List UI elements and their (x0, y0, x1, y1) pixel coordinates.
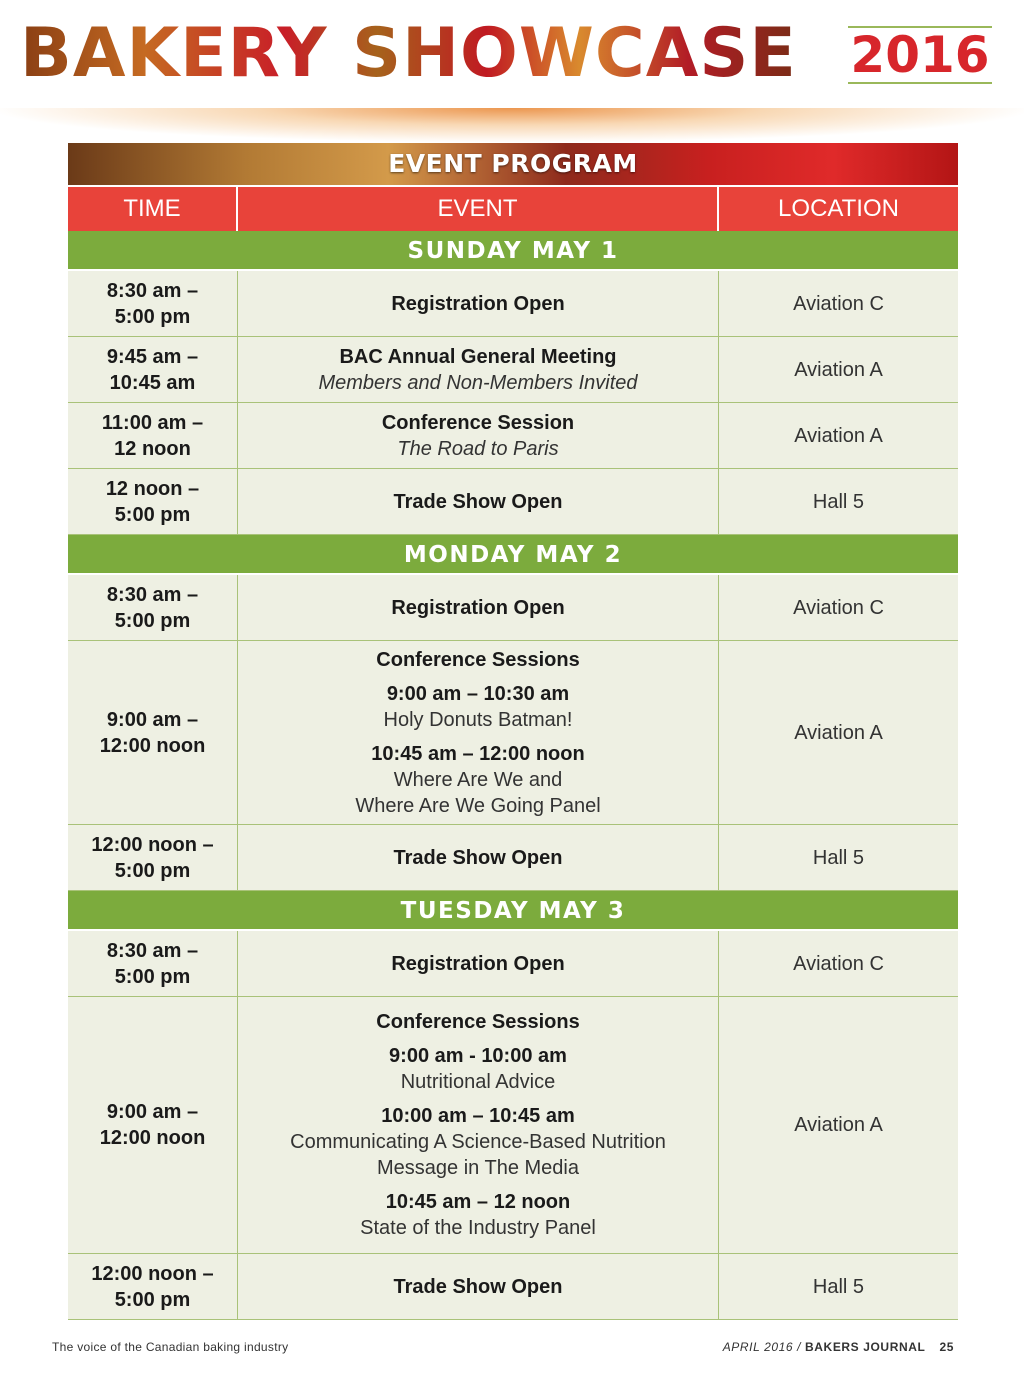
time-text: 9:00 am – 12:00 noon (99, 1101, 206, 1149)
location-text: Aviation C (793, 952, 884, 975)
event-cell (238, 403, 719, 468)
header-location: LOCATION (719, 187, 958, 231)
location-cell (719, 1254, 958, 1319)
time-cell (68, 337, 238, 402)
footer-tagline: The voice of the Canadian baking industry (52, 1340, 289, 1354)
table-row (68, 997, 958, 1254)
time-text: 8:30 am – 5:00 pm (106, 583, 199, 632)
event-cell (238, 575, 719, 640)
session-title: Nutritional Advice (400, 1071, 556, 1093)
event-program-table (68, 143, 958, 1320)
time-cell (68, 575, 238, 640)
location-text: Hall 5 (812, 846, 865, 869)
session-time: 10:45 am – 12:00 noon (371, 742, 585, 765)
time-text: 12:00 noon – 5:00 pm (91, 1262, 214, 1311)
location-cell (719, 271, 958, 336)
session-time: 9:00 am - 10:00 am (389, 1045, 567, 1067)
footer-magazine: BAKERS JOURNAL (805, 1340, 926, 1354)
event-title: Trade Show Open (393, 490, 563, 513)
table-header (68, 187, 958, 231)
location-text: Aviation A (794, 358, 883, 381)
location-text: Aviation A (794, 1114, 883, 1136)
session-time: 10:00 am – 10:45 am (381, 1105, 575, 1127)
session-slot (360, 1189, 596, 1241)
event-cell (238, 469, 719, 534)
footer-folio (723, 1340, 954, 1354)
location-text: Aviation A (794, 424, 883, 447)
location-cell (719, 403, 958, 468)
time-cell (68, 403, 238, 468)
time-text: 9:00 am – 12:00 noon (99, 708, 206, 757)
time-text: 12 noon – 5:00 pm (105, 477, 200, 526)
time-cell (68, 1254, 238, 1319)
event-cell (238, 825, 719, 890)
location-cell (719, 575, 958, 640)
event-cell (238, 641, 719, 824)
event-subtitle: Members and Non-Members Invited (318, 371, 638, 394)
day-heading-monday: MONDAY MAY 2 (68, 535, 958, 575)
table-row (68, 1254, 958, 1320)
table-row (68, 469, 958, 535)
session-slot (389, 1043, 567, 1095)
time-cell (68, 825, 238, 890)
event-title: Conference Session (381, 411, 575, 434)
location-text: Aviation A (794, 721, 883, 744)
day-heading-sunday: SUNDAY MAY 1 (68, 231, 958, 271)
table-row (68, 575, 958, 641)
event-cell (238, 997, 719, 1253)
event-title: Registration Open (391, 596, 565, 619)
masthead (0, 0, 1024, 112)
table-row (68, 271, 958, 337)
decorative-swoosh (0, 108, 1024, 142)
event-title: Registration Open (391, 952, 565, 975)
session-slot (384, 681, 573, 733)
time-text: 8:30 am – 5:00 pm (106, 939, 199, 988)
time-cell (68, 641, 238, 824)
session-title: Where Are We and Where Are We Going Panel (355, 768, 601, 817)
location-text: Aviation C (793, 292, 884, 315)
session-title: State of the Industry Panel (360, 1217, 596, 1239)
table-row (68, 641, 958, 825)
session-slot (290, 1103, 666, 1181)
time-text: 11:00 am – 12 noon (101, 411, 204, 460)
event-title: BAC Annual General Meeting (339, 345, 617, 368)
header-event: EVENT (238, 187, 719, 231)
page-number: 25 (939, 1340, 954, 1354)
session-title: Holy Donuts Batman! (383, 708, 573, 731)
sessions-heading: Conference Sessions (376, 1011, 580, 1033)
masthead-title: BAKERY SHOWCASE (20, 14, 797, 93)
time-cell (68, 997, 238, 1253)
footer-separator: / (793, 1340, 806, 1354)
event-title: Trade Show Open (393, 846, 563, 869)
table-row (68, 403, 958, 469)
location-text: Hall 5 (812, 1275, 865, 1298)
day-heading-tuesday: TUESDAY MAY 3 (68, 891, 958, 931)
time-text: 9:45 am – 10:45 am (106, 345, 199, 394)
event-cell (238, 931, 719, 996)
time-cell (68, 469, 238, 534)
event-cell (238, 1254, 719, 1319)
location-cell (719, 337, 958, 402)
event-subtitle: The Road to Paris (397, 437, 559, 460)
location-text: Aviation C (793, 596, 884, 619)
footer-issue: APRIL 2016 (722, 1340, 794, 1354)
masthead-year: 2016 (848, 26, 992, 84)
location-cell (719, 469, 958, 534)
event-title: Trade Show Open (393, 1275, 563, 1298)
event-program-banner: EVENT PROGRAM (68, 143, 958, 185)
time-cell (68, 271, 238, 336)
location-cell (719, 931, 958, 996)
session-slot (355, 741, 600, 819)
location-cell (719, 641, 958, 824)
time-text: 8:30 am – 5:00 pm (106, 279, 199, 328)
event-title: Registration Open (391, 292, 565, 315)
table-row (68, 337, 958, 403)
event-cell (238, 337, 719, 402)
location-text: Hall 5 (812, 490, 865, 513)
event-cell (238, 271, 719, 336)
location-cell (719, 997, 958, 1253)
session-time: 10:45 am – 12 noon (385, 1191, 571, 1213)
sessions-heading: Conference Sessions (376, 648, 580, 671)
table-row (68, 825, 958, 891)
location-cell (719, 825, 958, 890)
session-time: 9:00 am – 10:30 am (386, 682, 570, 705)
session-title: Communicating A Science-Based Nutrition Message in The Media (290, 1131, 666, 1179)
time-text: 12:00 noon – 5:00 pm (91, 833, 214, 882)
table-row (68, 931, 958, 997)
time-cell (68, 931, 238, 996)
header-time: TIME (68, 187, 238, 231)
